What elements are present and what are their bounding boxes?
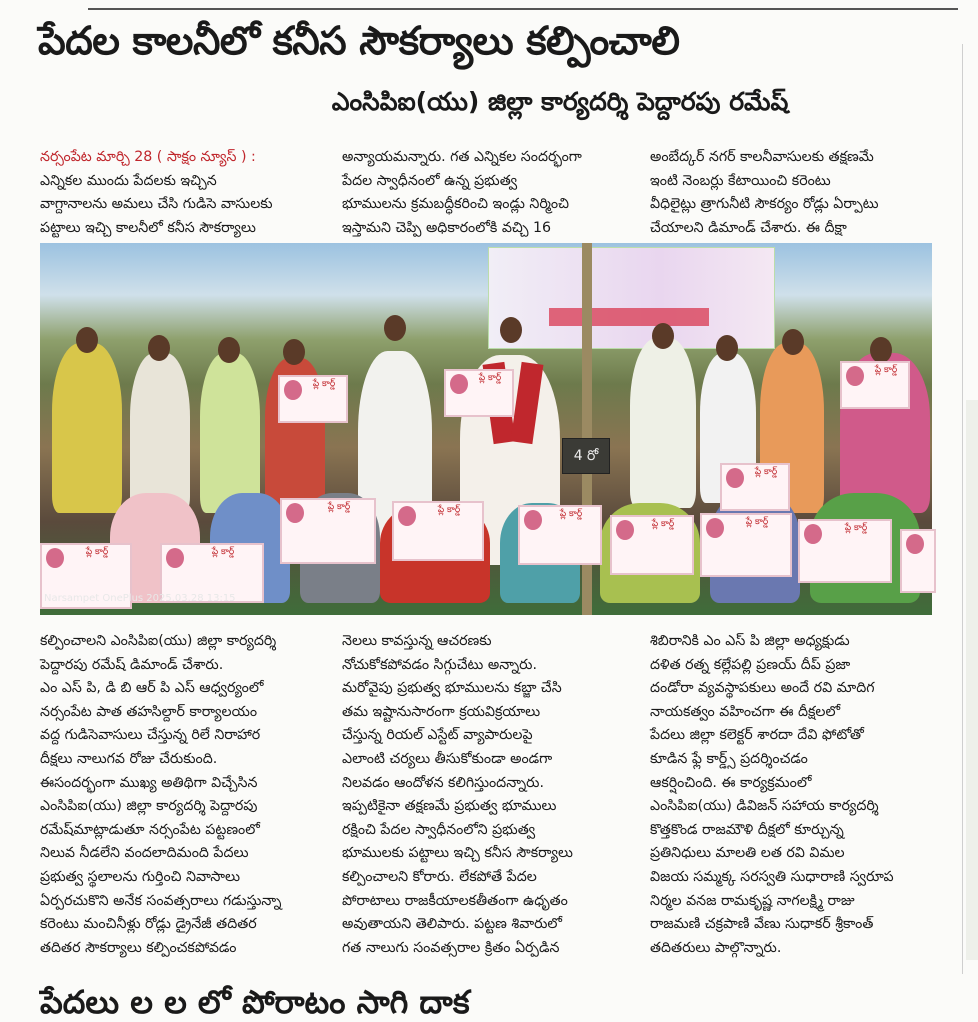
column-1-bottom bbox=[40, 630, 330, 964]
text-line: ఎన్నికల ముందు పేదలకు ఇచ్చిన bbox=[40, 172, 217, 189]
text-line: దీక్షలు నాలుగవ రోజు చేరుకుంది. bbox=[40, 750, 218, 767]
text-line: పట్టాలు ఇచ్చి కాలనీలో కనీస సౌకర్యాలు bbox=[40, 219, 256, 236]
text-line: శిబిరానికి ఎం ఎస్ పి జిల్లా అధ్యక్షుడు bbox=[650, 633, 850, 649]
text-line: నిర్మల వనజ రామకృష్ణ నాగలక్ష్మి రాజు bbox=[650, 892, 855, 909]
headline: పేదల కాలనీలో కనీస సౌకర్యాలు కల్పించాలి bbox=[38, 19, 680, 64]
day-board: 4 రో bbox=[562, 438, 610, 474]
text-line: నిలువ నీడలేని వందలాదిమంది పేదలు bbox=[40, 845, 249, 862]
text-line: చేయాలని డిమాండ్ చేశారు. ఈ దీక్షా bbox=[650, 219, 847, 236]
text-line: కల్పించాలని ఎంసిపిఐ(యు) జిల్లా కార్యదర్శి bbox=[40, 633, 277, 649]
text-line: ప్రతినిధులు మాలతి లత రవి విమల bbox=[650, 845, 845, 862]
text-line: నోచుకోకపోవడం సిగ్గుచేటు అన్నారు. bbox=[342, 656, 537, 673]
text-line: ఏర్పరచుకొని అనేక సంవత్సరాలు గడుస్తున్నా bbox=[40, 892, 282, 909]
text-line: దండోరా వ్యవస్థాపకులు అందే రవి మాదిగ bbox=[650, 680, 875, 697]
photo-caption: Narsampet OnePlus 2025.03.28 13:15 bbox=[44, 593, 236, 604]
text-line: ఆకర్షించింది. ఈ కార్యక్రమంలో bbox=[650, 774, 812, 791]
text-line: ఇప్పటికైనా తక్షణమే ప్రభుత్వ భూములు bbox=[342, 798, 557, 815]
adjacent-page-strip bbox=[966, 400, 978, 960]
text-line: ఈసందర్భంగా ముఖ్య అతిథిగా విచ్చేసిన bbox=[40, 774, 258, 791]
top-rule bbox=[88, 8, 958, 10]
text-line: పేదల స్వాధీనంలో ఉన్న ప్రభుత్వ bbox=[342, 172, 518, 189]
text-line: అన్యాయమన్నారు. గత ఎన్నికల సందర్భంగా bbox=[342, 149, 582, 165]
text-line: కల్పించాలని కోరారు. లేకపోతే పేదల bbox=[342, 868, 537, 885]
text-line: రక్షించి పేదల స్వాధీనంలోని ప్రభుత్వ bbox=[342, 821, 536, 838]
next-article-headline bbox=[40, 982, 800, 1021]
text-line: ఎలాంటి చర్యలు తీసుకోకుండా అండగా bbox=[342, 750, 553, 767]
text-line: గత నాలుగు సంవత్సరాల క్రితం ఏర్పడిన bbox=[342, 939, 560, 956]
text-line: తదితరులు పాల్గొన్నారు. bbox=[650, 939, 782, 956]
text-line: ప్రభుత్వ స్థలాలను గుర్తించి నివాసాలు bbox=[40, 868, 241, 885]
text-line: ఎంసిపిఐ(యు) డివిజన్ సహాయ కార్యదర్శి bbox=[650, 798, 879, 815]
dateline: నర్సంపేట మార్చి 28 ( సాక్షం న్యూస్ ) : bbox=[40, 149, 256, 165]
text-line: చేస్తున్న రియల్ ఎస్టేట్ వ్యాపారులపై bbox=[342, 727, 533, 744]
protest-banner bbox=[488, 247, 775, 349]
text-line: ఎం ఎస్ పి, డి బి ఆర్ పి ఎస్ ఆధ్వర్యంలో bbox=[40, 680, 264, 697]
text-line: కొత్తకొండ రాజమౌళి దీక్షలో కూర్చున్న bbox=[650, 821, 844, 838]
text-line: అవుతాయని తెలిపారు. పట్టణ శివారులో bbox=[342, 916, 562, 933]
text-line: కూడిన ఫ్లే కార్డ్స్ ప్రదర్శించడం bbox=[650, 750, 808, 767]
column-3-top bbox=[650, 146, 934, 242]
text-line: తదితర సౌకర్యాలు కల్పించకపోవడం bbox=[40, 939, 237, 956]
text-line: నాయకత్వం వహించగా ఈ దీక్షలలో bbox=[650, 703, 841, 720]
text-line: రాజమణి చక్రపాణి వేణు సుధాకర్ శ్రీకాంత్ bbox=[650, 916, 874, 933]
text-line: భూములను క్రమబద్ధీకరించి ఇండ్లు నిర్మించి bbox=[342, 196, 569, 213]
text-line: పేదలు జిల్లా కలెక్టర్ శారదా దేవి ఫోటోతో bbox=[650, 727, 864, 744]
text-line: వద్ద గుడిసెవాసులు చేస్తున్న రిలే నిరాహార bbox=[40, 727, 261, 744]
text-line: అంబేద్కర్ నగర్ కాలనీవాసులకు తక్షణమే bbox=[650, 149, 874, 165]
text-line: రమేష్‌మాట్లాడుతూ నర్సంపేట పట్టణంలో bbox=[40, 821, 260, 838]
text-line: ఇంటి నెంబర్లు కేటాయించి కరెంటు bbox=[650, 172, 831, 189]
text-line: నిలవడం ఆందోళన కలిగిస్తుందన్నారు. bbox=[342, 774, 544, 791]
text-line: భూములకు పట్టాలు ఇచ్చి కనీస సౌకర్యాలు bbox=[342, 845, 573, 862]
text-line: పోరాటాలు రాజకీయాలకతీతంగా ఉధృతం bbox=[342, 892, 568, 909]
text-line: మరోవైపు ప్రభుత్వ భూములను కబ్జా చేసి bbox=[342, 680, 562, 697]
next-headline-text: పేదలు ల ల లో పోరాటం సాగి దాక bbox=[40, 983, 470, 1021]
column-1-top bbox=[40, 146, 318, 242]
news-photo: 4 రో ప్లే కార్డ్ ప్లే కార్డ్ ప్లే కార్డ్ ప్లే కార్డ్ ప్లే కార్డ్ ప్లే కార్డ్ ప్లే కార్డ్ ప్లే కార్డ్ ప్లే కార్డ్ ప్లే కార్డ్ ప్లే కార్డ్ ప్లే కార్డ్ Narsampet OnePlus 2025.03.28 13:15 bbox=[40, 243, 932, 615]
text-line: పెద్దారపు రమేష్ డిమాండ్ చేశారు. bbox=[40, 656, 224, 673]
text-line: ఎంసిపిఐ(యు) జిల్లా కార్యదర్శి పెద్దారపు bbox=[40, 798, 258, 815]
text-line: వీధిలైట్లు త్రాగునీటి సౌకర్యం రోడ్లు ఏర్పాటు bbox=[650, 196, 879, 213]
text-line: నెలలు కావస్తున్న ఆచరణకు bbox=[342, 633, 492, 649]
column-2-top bbox=[342, 146, 630, 242]
text-line: కరెంటు మంచినీళ్లు రోడ్లు డ్రైనేజీ తదితర bbox=[40, 916, 257, 933]
text-line: ఇస్తామని చెప్పి అధికారంలోకి వచ్చి 16 bbox=[342, 219, 552, 236]
text-line: దళిత రత్న కల్లేపల్లి ప్రణయ్ దీప్ ప్రజా bbox=[650, 656, 851, 673]
column-3-bottom bbox=[650, 630, 946, 964]
text-line: తమ ఇష్టానుసారంగా క్రయవిక్రయాలు bbox=[342, 703, 541, 720]
text-line: విజయ సమ్మక్క సరస్వతి సుధారాణి స్వరూప bbox=[650, 868, 894, 885]
text-line: వాగ్దానాలను అమలు చేసి గుడిసె వాసులకు bbox=[40, 196, 273, 213]
column-2-bottom bbox=[342, 630, 630, 964]
text-line: నర్సంపేట పాత తహసిల్దార్ కార్యాలయం bbox=[40, 703, 258, 720]
column-rule bbox=[962, 44, 963, 974]
subheadline: ఎంసిపిఐ(యు) జిల్లా కార్యదర్శి పెద్దారపు రమేష్ bbox=[331, 87, 789, 116]
